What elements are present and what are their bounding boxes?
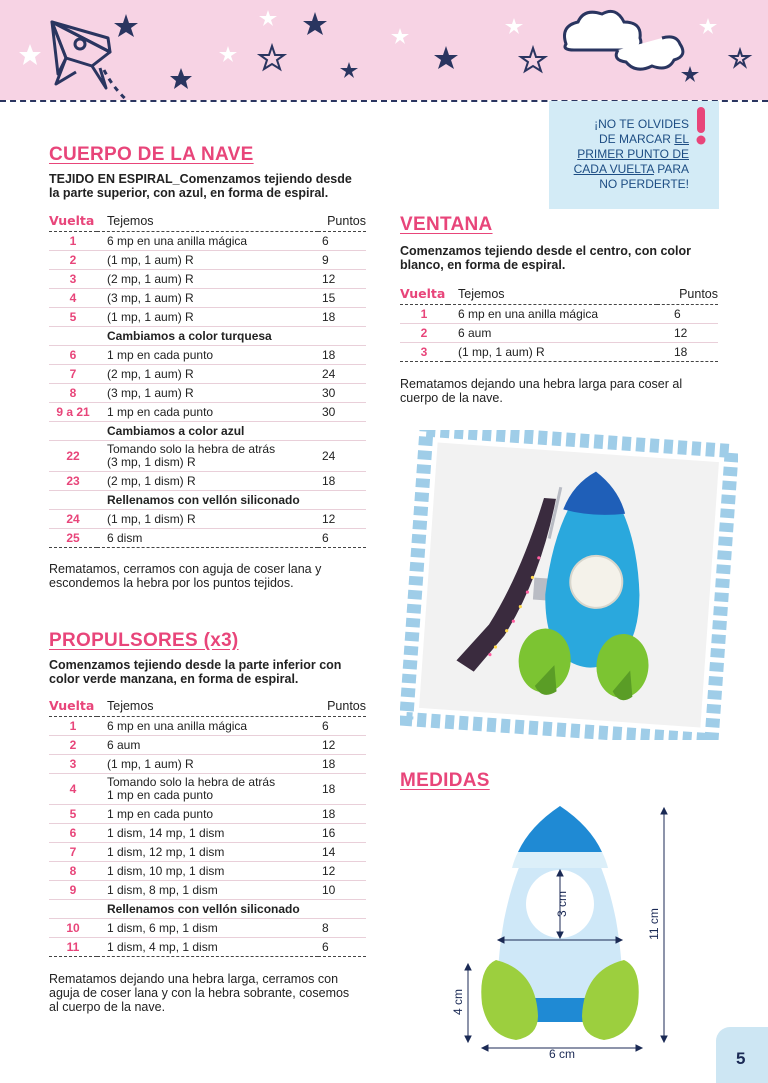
round-number: 7 [49,365,97,384]
stitch-count [657,343,718,362]
stitch-count-value: 18 [674,344,688,359]
ventana-intro: Comenzamos tejiendo desde el centro, con color blanco, en forma de espiral. [400,244,692,272]
stitch-count [318,403,366,422]
table-row [49,938,366,957]
propulsor-measure: 4 cm [451,988,465,1016]
stitch-count-value: 6 [322,718,329,733]
stitch-count [318,270,366,289]
header-puntos: Puntos [657,286,718,305]
table-row [49,289,366,308]
stitch-count-value: 24 [322,366,336,381]
page-number: 5 [736,1049,746,1068]
round-number: 23 [49,472,97,491]
stitch-count [318,289,366,308]
round-number: 3 [49,270,97,289]
rocket-icon [52,22,150,100]
stitch-count-value: 15 [322,290,336,305]
stitch-count [318,384,366,403]
stitch-count [318,365,366,384]
banner-decoration [0,0,768,100]
stitch-count [318,346,366,365]
stitch-instruction: (2 mp, 1 aum) R [97,365,318,384]
stitch-count-value: 6 [322,233,329,248]
stitch-count [318,717,366,736]
cuerpo-pattern-table [49,213,366,548]
instruction-line: 1 mp en cada punto [107,788,214,802]
header-tejemos: Tejemos [448,286,657,305]
stitch-instruction: (1 mp, 1 aum) R [448,343,657,362]
stitch-count [318,938,366,957]
round-number: 10 [49,919,97,938]
stitch-instruction: Rellenamos con vellón siliconado [97,491,318,510]
stitch-instruction: 1 dism, 10 mp, 1 dism [97,862,318,881]
table-row [49,824,366,843]
stitch-count [318,510,366,529]
stitch-instruction: (1 mp, 1 dism) R [97,510,318,529]
header-puntos: Puntos [318,213,366,232]
round-number [49,491,97,510]
stitch-count [318,327,366,346]
round-number [49,900,97,919]
round-number: 6 [49,346,97,365]
stitch-count-value: 10 [322,882,336,897]
stitch-count-value: 18 [322,473,336,488]
round-number: 11 [49,938,97,957]
propulsores-closing: Rematamos dejando una hebra larga, cerramos con aguja de coser lana y con la hebra sobrante, cosemos al cuerpo de la nave. [49,972,350,1014]
round-number: 3 [400,343,448,362]
instruction-line: Tomando solo la hebra de atrás [107,775,276,789]
table-row [49,251,366,270]
exclamation-icon [696,107,706,145]
table-row [49,774,366,805]
table-row [49,441,366,472]
stitch-instruction: (1 mp, 1 aum) R [97,308,318,327]
stitch-count-value: 12 [322,737,336,752]
stitch-count [318,491,366,510]
table-row [49,843,366,862]
stitch-instruction: 6 aum [97,736,318,755]
stitch-count [318,251,366,270]
propulsores-intro: Comenzamos tejiendo desde la parte inferior con color verde manzana, en forma de espiral. [49,658,342,686]
stitch-count [318,881,366,900]
round-number: 5 [49,308,97,327]
section-title-medidas: MEDIDAS [400,770,490,791]
table-row [49,232,366,251]
stitch-count-value: 12 [322,511,336,526]
stitch-count-value: 18 [322,309,336,324]
table-row [49,384,366,403]
round-number: 9 a 21 [49,403,97,422]
stitch-count [318,862,366,881]
stitch-count [318,736,366,755]
section-title-cuerpo: CUERPO DE LA NAVE [49,144,254,165]
stitch-count [657,305,718,324]
round-number: 7 [49,843,97,862]
stitch-instruction: 1 dism, 8 mp, 1 dism [97,881,318,900]
reminder-note [549,101,719,209]
round-number: 1 [400,305,448,324]
stitch-instruction: 1 mp en cada punto [97,805,318,824]
round-number: 2 [49,736,97,755]
stitch-instruction: 6 mp en una anilla mágica [97,232,318,251]
table-row [49,919,366,938]
table-row [49,346,366,365]
stitch-count-value: 12 [322,271,336,286]
stitch-instruction: Rellenamos con vellón siliconado [97,900,318,919]
table-row [400,324,718,343]
stitch-count [318,919,366,938]
header-vuelta: Vuelta [49,213,97,232]
stitch-count-value: 18 [322,806,336,821]
table-row [49,365,366,384]
stitch-count-value: 12 [674,325,688,340]
round-number: 1 [49,717,97,736]
cuerpo-closing: Rematamos, cerramos con aguja de coser lana y escondemos la hebra por los puntos tejidos. [49,562,322,590]
instruction-line: Tomando solo la hebra de atrás [107,442,276,456]
width-measure: 6 cm [548,1047,576,1060]
ventana-pattern-table [400,286,718,362]
table-row [49,755,366,774]
round-number: 2 [400,324,448,343]
stitch-count-value: 12 [322,863,336,878]
round-number: 24 [49,510,97,529]
round-number: 22 [49,441,97,472]
table-row [49,881,366,900]
section-title-propulsores: PROPULSORES (x3) [49,630,239,651]
stitch-count [318,824,366,843]
round-number: 4 [49,289,97,308]
table-row [49,529,366,548]
table-row [49,491,366,510]
stitch-instruction: 6 aum [448,324,657,343]
stitch-instruction: (3 mp, 1 aum) R [97,289,318,308]
stitch-instruction: 1 dism, 12 mp, 1 dism [97,843,318,862]
table-row [49,805,366,824]
stitch-instruction: 6 mp en una anilla mágica [448,305,657,324]
stitch-count-value: 8 [322,920,329,935]
stitch-count-value: 6 [322,939,329,954]
stitch-instruction: 1 mp en cada punto [97,403,318,422]
stitch-instruction: Cambiamos a color azul [97,422,318,441]
stitch-instruction: 6 dism [97,529,318,548]
table-row [400,343,718,362]
round-number: 8 [49,862,97,881]
table-row [49,862,366,881]
table-row [49,510,366,529]
table-row [49,422,366,441]
round-number [49,422,97,441]
reminder-text: ¡NO TE OLVIDES DE MARCAR EL PRIMER PUNTO DE CADA VUELTA PARA NO PERDERTE! [573,117,689,191]
table-row [49,270,366,289]
stitch-count-value: 24 [322,448,336,463]
table-row [49,717,366,736]
stitch-instruction: 1 mp en cada punto [97,346,318,365]
stitch-instruction: (2 mp, 1 dism) R [97,472,318,491]
stitch-instruction: Cambiamos a color turquesa [97,327,318,346]
stitch-count-value: 30 [322,404,336,419]
stitch-instruction: 6 mp en una anilla mágica [97,717,318,736]
round-number: 1 [49,232,97,251]
round-number: 25 [49,529,97,548]
table-row [49,736,366,755]
stitch-instruction: (2 mp, 1 aum) R [97,270,318,289]
header-tejemos: Tejemos [97,698,318,717]
header-vuelta: Vuelta [400,286,448,305]
stitch-instruction [97,774,318,805]
stitch-count [318,472,366,491]
stitch-count-value: 6 [674,306,681,321]
stitch-count [318,232,366,251]
table-row [49,403,366,422]
round-number: 2 [49,251,97,270]
table-row [49,327,366,346]
instruction-line: (3 mp, 1 dism) R [107,455,196,469]
stitch-instruction [97,441,318,472]
stitch-count [318,529,366,548]
header-tejemos: Tejemos [97,213,318,232]
stitch-count [318,805,366,824]
stitch-count-value: 14 [322,844,336,859]
header-banner [0,0,768,100]
measurements-diagram [440,800,680,1060]
stitch-count [318,422,366,441]
header-vuelta: Vuelta [49,698,97,717]
table-row [400,305,718,324]
page-number-box [716,1027,768,1083]
stitch-count-value: 16 [322,825,336,840]
round-number: 4 [49,774,97,805]
round-number: 8 [49,384,97,403]
round-number: 5 [49,805,97,824]
stitch-count-value: 18 [322,781,336,796]
section-title-ventana: VENTANA [400,214,493,235]
height-measure: 11 cm [647,908,661,940]
stitch-count [318,441,366,472]
stitch-count-value: 18 [322,347,336,362]
rocket-photo [400,430,738,740]
stitch-count [318,843,366,862]
stitch-count-value: 18 [322,756,336,771]
header-puntos: Puntos [318,698,366,717]
stitch-instruction: (3 mp, 1 aum) R [97,384,318,403]
stitch-instruction: (1 mp, 1 aum) R [97,251,318,270]
stitch-count [657,324,718,343]
ventana-closing: Rematamos dejando una hebra larga para coser al cuerpo de la nave. [400,377,683,405]
table-row [49,900,366,919]
stitch-count [318,774,366,805]
window-measure: 3 cm [555,890,569,918]
stitch-count [318,755,366,774]
round-number: 9 [49,881,97,900]
table-row [49,472,366,491]
cuerpo-intro: TEJIDO EN ESPIRAL_Comenzamos tejiendo desde la parte superior, con azul, en forma de espiral. [49,172,352,200]
stitch-instruction: 1 dism, 4 mp, 1 dism [97,938,318,957]
table-row [49,308,366,327]
propulsores-pattern-table [49,698,366,957]
stitch-count [318,900,366,919]
stitch-count-value: 6 [322,530,329,545]
stitch-instruction: (1 mp, 1 aum) R [97,755,318,774]
round-number: 6 [49,824,97,843]
round-number [49,327,97,346]
stitch-instruction: 1 dism, 6 mp, 1 dism [97,919,318,938]
stitch-count-value: 9 [322,252,329,267]
stitch-count-value: 30 [322,385,336,400]
cloud-icon [565,11,683,69]
round-number: 3 [49,755,97,774]
stitch-instruction: 1 dism, 14 mp, 1 dism [97,824,318,843]
stitch-count [318,308,366,327]
